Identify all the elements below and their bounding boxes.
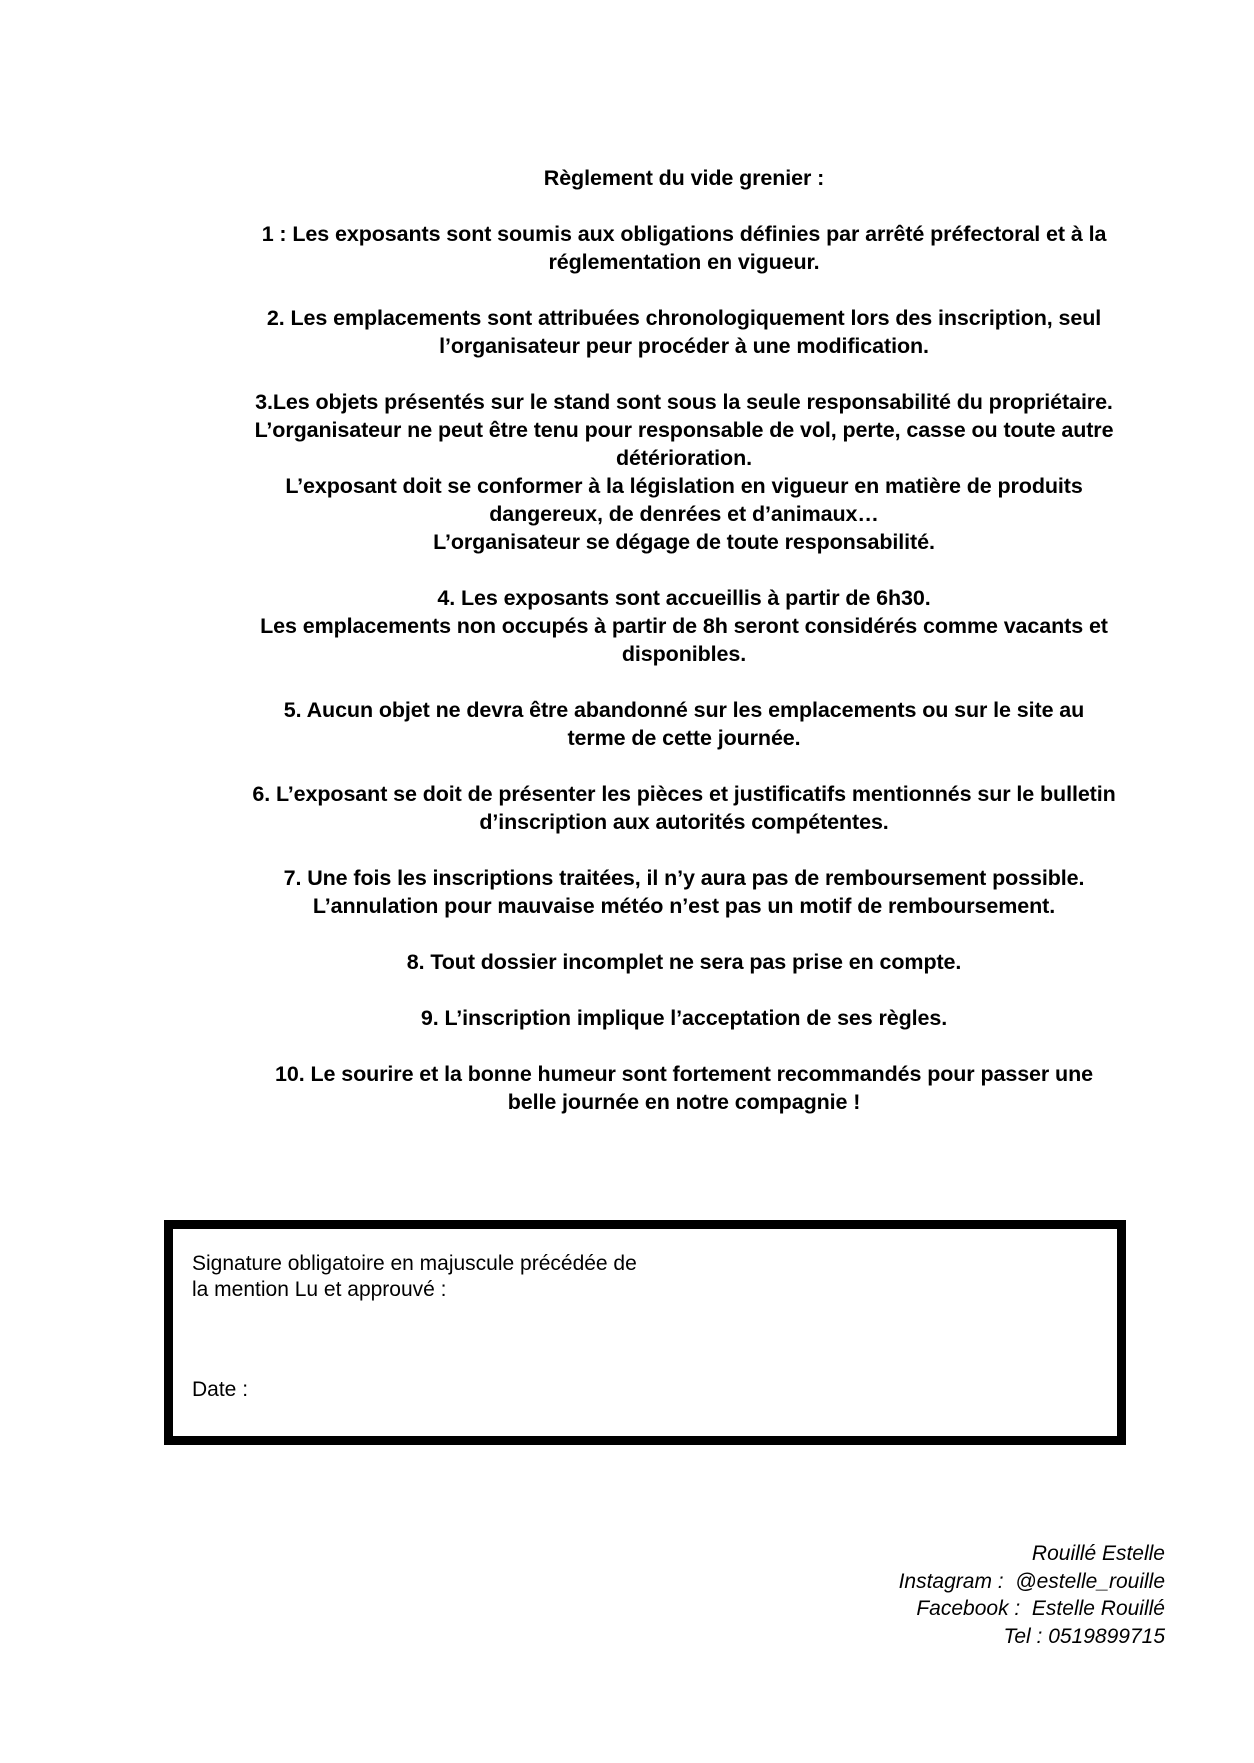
- rule-line: 6. L’exposant se doit de présenter les pièces et justificatifs mentionnés sur le bulletin: [252, 782, 1116, 806]
- rule-line: disponibles.: [621, 642, 747, 666]
- signature-instruction: [192, 1251, 637, 1303]
- rule-6: [184, 780, 1184, 836]
- rule-line: 8. Tout dossier incomplet ne sera pas prise en compte.: [406, 950, 962, 974]
- rule-line: belle journée en notre compagnie !: [507, 1090, 861, 1114]
- facebook-name: Facebook : Estelle Rouillé: [916, 1597, 1165, 1621]
- rule-5: [184, 696, 1184, 752]
- rule-line: 4. Les exposants sont accueillis à partir de 6h30.: [437, 586, 931, 610]
- rule-7: [184, 864, 1184, 920]
- rule-line: 3.Les objets présentés sur le stand sont sous la seule responsabilité du propriétaire.: [255, 390, 1113, 414]
- signature-instruction-line: Signature obligatoire en majuscule précédée de: [192, 1252, 637, 1275]
- rule-8: [184, 948, 1184, 976]
- rule-2: [184, 304, 1184, 360]
- contact-footer: [899, 1540, 1165, 1651]
- author-name: Rouillé Estelle: [1031, 1542, 1165, 1565]
- rule-4: [184, 584, 1184, 668]
- rules-document: [184, 164, 1184, 1144]
- rule-line: 10. Le sourire et la bonne humeur sont fortement recommandés pour passer une: [275, 1062, 1093, 1086]
- rule-line: 1 : Les exposants sont soumis aux obligations définies par arrêté préfectoral et à la: [261, 222, 1107, 246]
- rule-line: détérioration.: [616, 446, 752, 470]
- rule-line: dangereux, de denrées et d’animaux…: [489, 502, 879, 526]
- rule-line: L’exposant doit se conformer à la législation en vigueur en matière de produits: [285, 474, 1083, 498]
- signature-instruction-line: la mention Lu et approuvé :: [192, 1278, 447, 1301]
- rule-line: l’organisateur peur procéder à une modification.: [439, 334, 929, 358]
- instagram-handle: Instagram : @estelle_rouille: [898, 1569, 1165, 1593]
- rule-line: 7. Une fois les inscriptions traitées, il n’y aura pas de remboursement possible.: [283, 866, 1085, 890]
- rule-line: terme de cette journée.: [567, 726, 801, 750]
- rule-line: 5. Aucun objet ne devra être abandonné sur les emplacements ou sur le site au: [283, 698, 1085, 722]
- document-title: Règlement du vide grenier :: [543, 166, 825, 190]
- rule-line: Les emplacements non occupés à partir de 8h seront considérés comme vacants et: [260, 614, 1108, 638]
- rule-line: L’organisateur ne peut être tenu pour responsable de vol, perte, casse ou toute autre: [254, 418, 1114, 442]
- rule-line: 9. L’inscription implique l’acceptation de ses règles.: [420, 1006, 948, 1030]
- rule-line: L’annulation pour mauvaise météo n’est pas un motif de remboursement.: [312, 894, 1056, 918]
- rule-1: [184, 220, 1184, 276]
- rule-10: [184, 1060, 1184, 1116]
- phone-number: Tel : 0519899715: [1003, 1625, 1165, 1649]
- signature-box[interactable]: [164, 1220, 1126, 1445]
- rule-line: 2. Les emplacements sont attribuées chronologiquement lors des inscription, seul: [266, 306, 1102, 330]
- rule-line: réglementation en vigueur.: [548, 250, 820, 274]
- rule-line: d’inscription aux autorités compétentes.: [479, 810, 889, 834]
- rule-9: [184, 1004, 1184, 1032]
- rule-3: [184, 388, 1184, 556]
- date-label: Date :: [192, 1378, 249, 1401]
- rule-line: L’organisateur se dégage de toute responsabilité.: [433, 530, 935, 554]
